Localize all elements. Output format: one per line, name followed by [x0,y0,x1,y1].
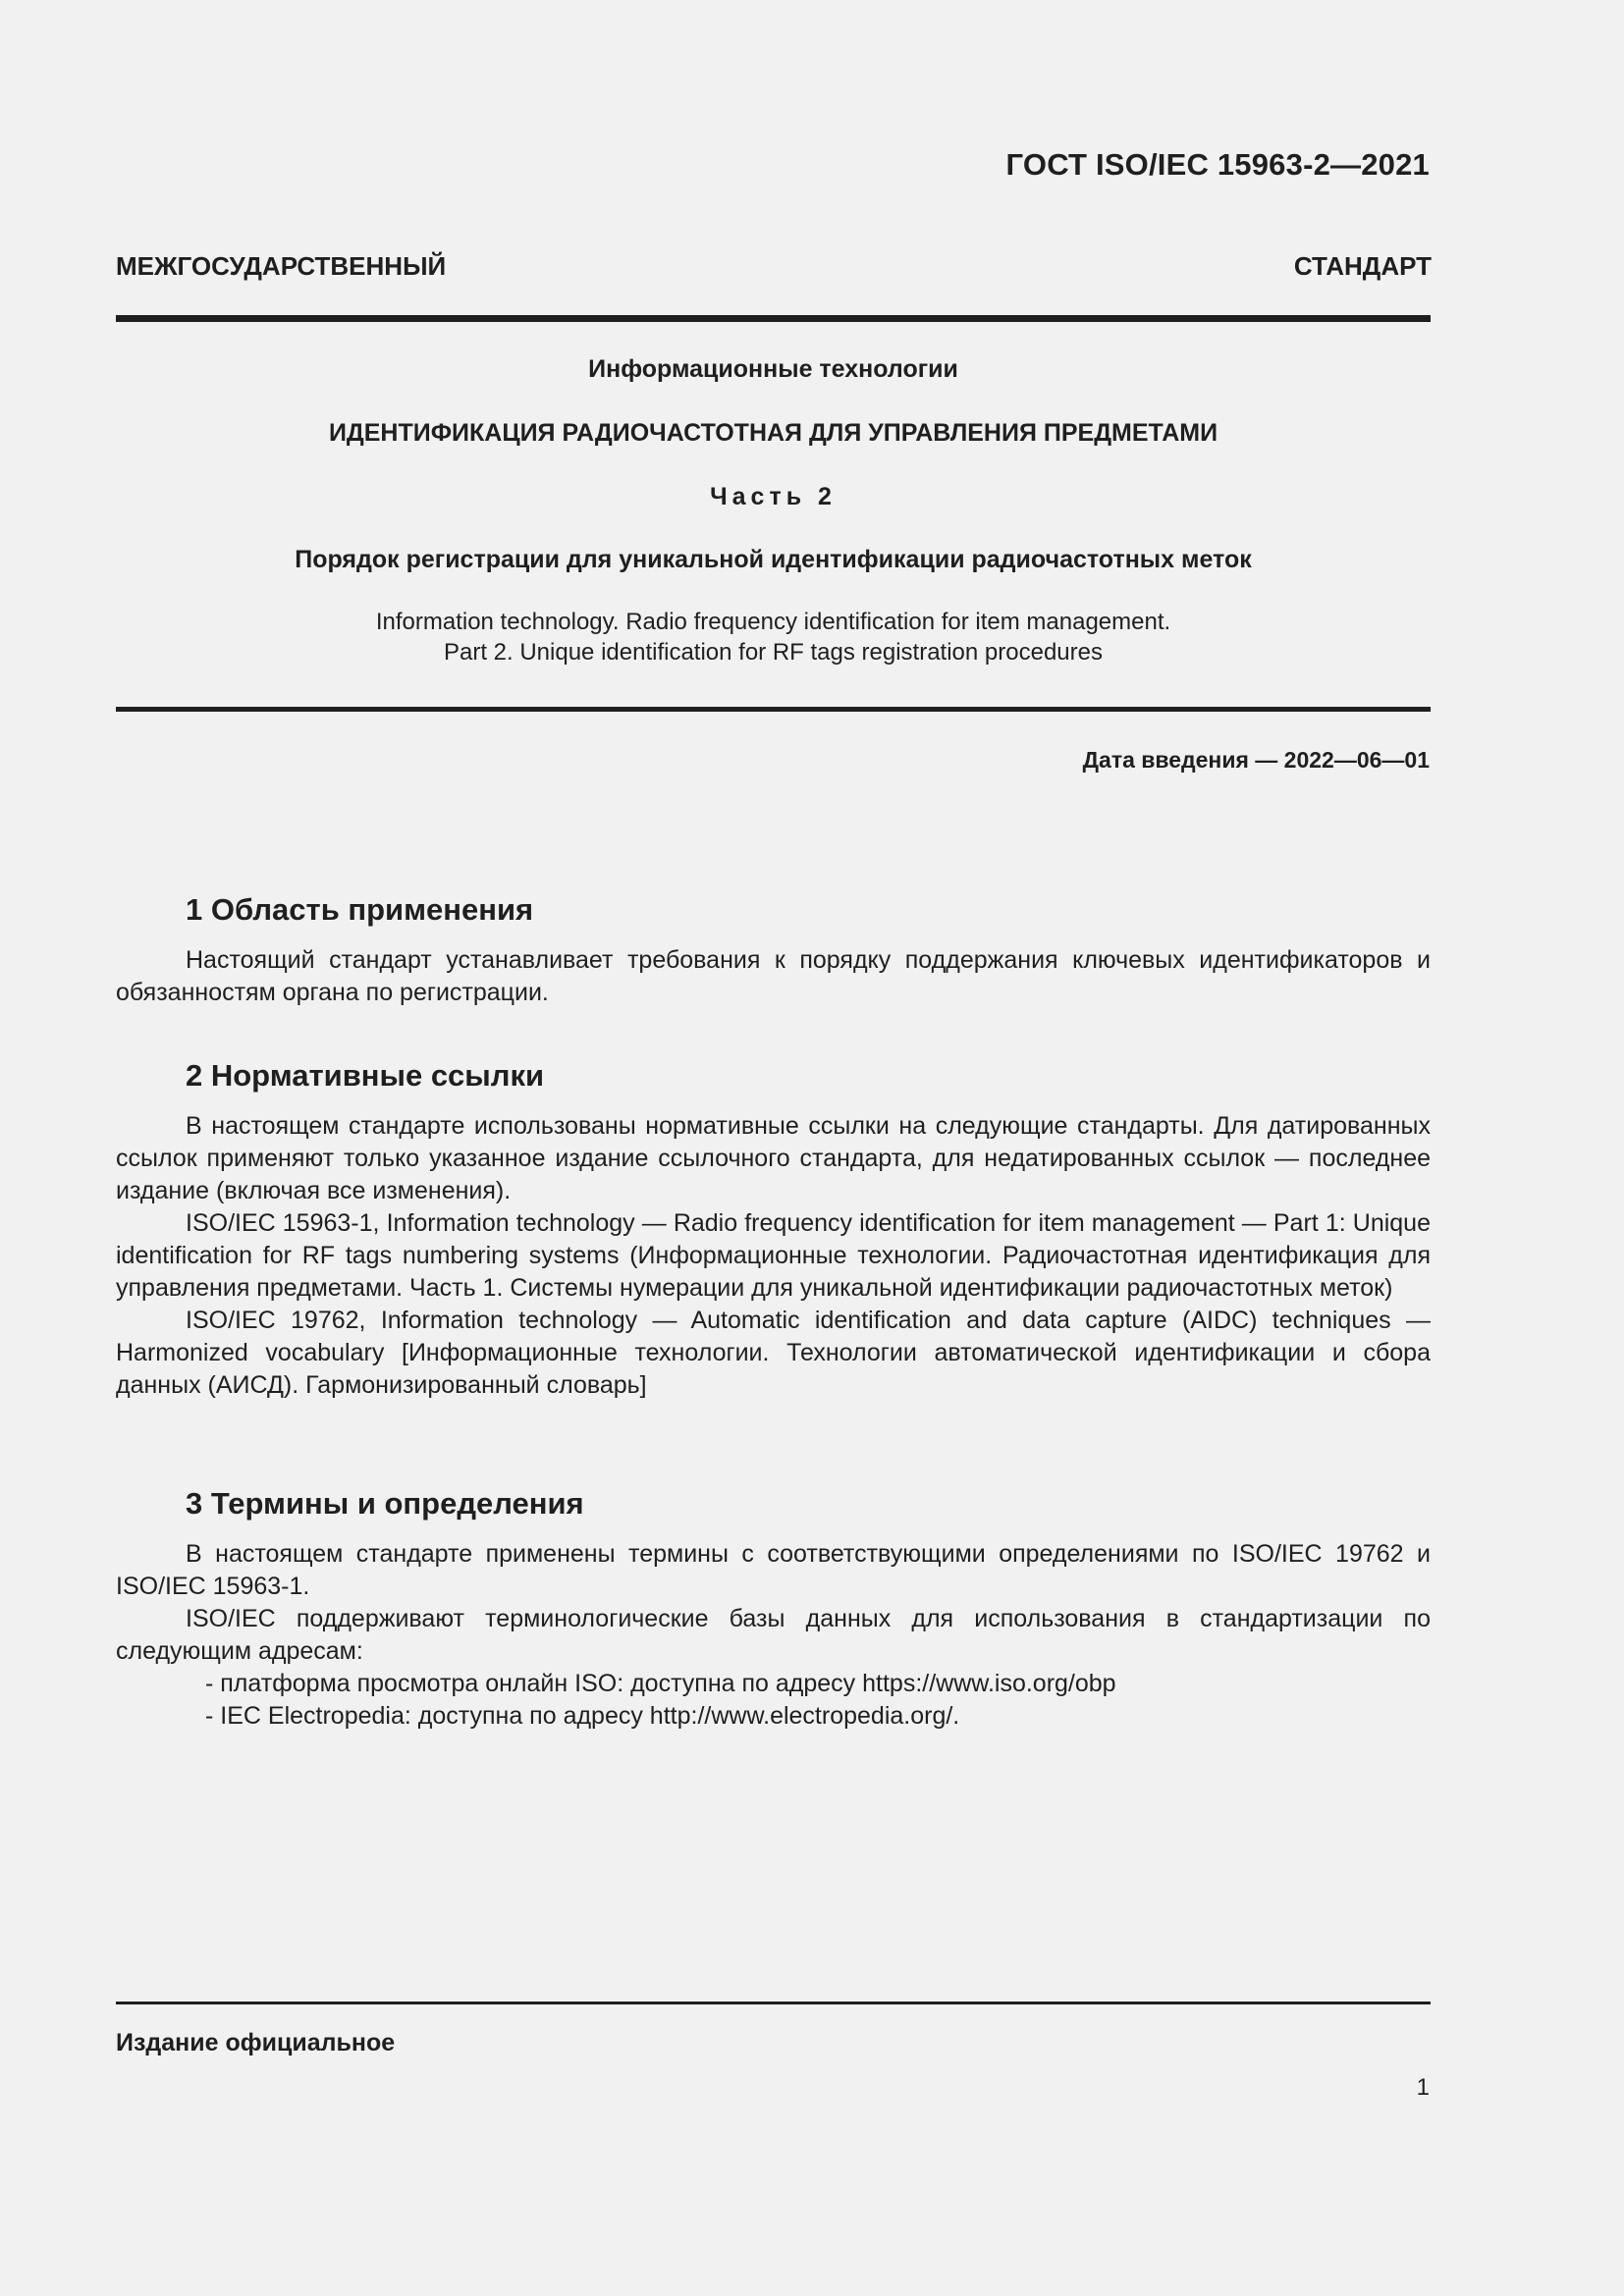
introduction-date: Дата введения — 2022—06—01 [1082,747,1430,773]
document-number: ГОСТ ISO/IEC 15963-2—2021 [1005,147,1430,182]
section-heading: 2 Нормативные ссылки [186,1058,545,1093]
paragraph: В настоящем стандарте использованы нормативные ссылки на следующие стандарты. Для датированных ссылок применяют только указанное издание ссылочного стандарта, для недатированных ссылок — последнее издание (включая все изменения). [116,1112,1431,1204]
standard-type-heading: МЕЖГОСУДАРСТВЕННЫЙ СТАНДАРТ [116,251,1432,281]
english-title [116,607,1431,667]
english-title-line-2: Part 2. Unique identification for RF tags registration procedures [443,639,1103,666]
paragraph: ISO/IEC 15963-1, Information technology — Radio frequency identification for item management — Part 1: Unique identification for RF tags numbering systems (Информационные технологии. Радиочастотная идентификация для управления предметами. Часть 1. Системы нумерации для уникальной идентификации радиочастотных меток) [116,1209,1431,1302]
official-edition-label: Издание официальное [116,2029,396,2056]
section-heading: 3 Термины и определения [186,1486,584,1521]
middle-divider [116,707,1431,712]
title-main: ИДЕНТИФИКАЦИЯ РАДИОЧАСТОТНАЯ ДЛЯ УПРАВЛЕНИЯ ПРЕДМЕТАМИ [328,419,1218,447]
section-normative-references [116,1058,1431,1402]
title-subtitle: Порядок регистрации для уникальной идентификации радиочастотных меток [295,546,1252,573]
page-number: 1 [1416,2074,1430,2101]
section-terms-definitions [116,1486,1431,1733]
list-item: - IEC Electropedia: доступна по адресу http://www.electropedia.org/. [205,1702,960,1730]
title-topic: Информационные технологии [588,355,958,383]
bottom-divider [116,2002,1431,2004]
top-divider [116,315,1431,322]
paragraph: Настоящий стандарт устанавливает требования к порядку поддержания ключевых идентификаторов и обязанностям органа по регистрации. [116,946,1431,1006]
title-part: Часть 2 [710,483,837,510]
paragraph: В настоящем стандарте применены термины с соответствующими определениями по ISO/IEC 19762 и ISO/IEC 15963-1. [116,1540,1431,1600]
english-title-line-1: Information technology. Radio frequency identification for item management. [375,609,1171,635]
section-heading: 1 Область применения [186,892,534,927]
section-scope [116,892,1431,1009]
list-item: - платформа просмотра онлайн ISO: доступна по адресу https://www.iso.org/obp [205,1670,1116,1697]
paragraph: ISO/IEC 19762, Information technology — Automatic identification and data capture (AIDC) techniques — Harmonized vocabulary [Информационные технологии. Технологии автоматической идентификации и сбора данных (АИСД). Гармонизированный словарь] [116,1307,1431,1399]
paragraph: ISO/IEC поддерживают терминологические базы данных для использования в стандартизации по следующим адресам: [116,1605,1431,1665]
